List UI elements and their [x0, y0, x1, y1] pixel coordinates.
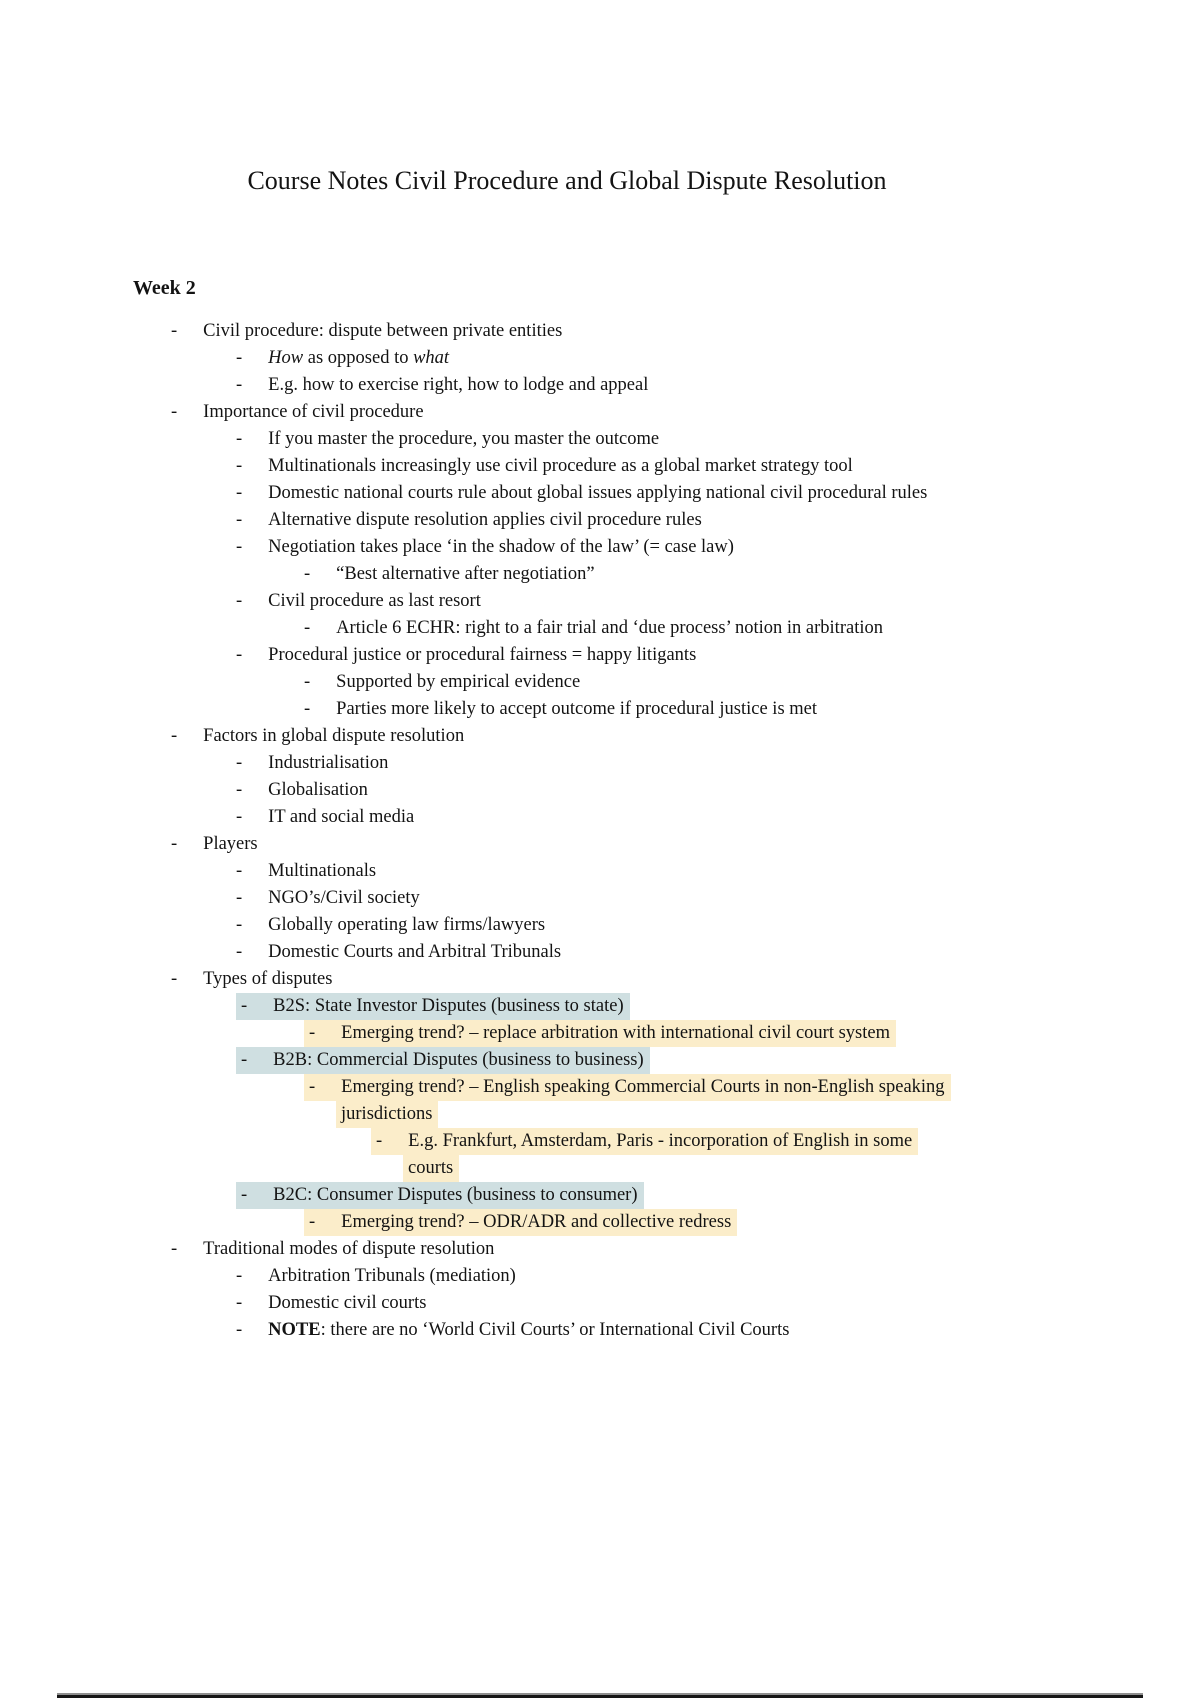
list-item — [0, 372, 1010, 399]
list-item-text: B2B: Commercial Disputes (business to business) — [273, 1050, 644, 1070]
list-item — [0, 534, 1010, 561]
list-item — [0, 480, 1010, 507]
list-item-text: IT and social media — [268, 807, 415, 827]
list-item — [0, 939, 1010, 966]
list-item-text: E.g. Frankfurt, Amsterdam, Paris - incorporation of English in some — [408, 1131, 913, 1151]
list-item — [0, 318, 1010, 345]
bullet-dash: - — [236, 456, 243, 476]
list-item-text: Players — [203, 834, 258, 854]
bullet-dash: - — [171, 969, 178, 989]
list-item — [0, 1128, 1010, 1155]
list-item-text: B2S: State Investor Disputes (business to state) — [273, 996, 624, 1016]
list-item-text: Types of disputes — [203, 969, 333, 989]
list-item-text: “Best alternative after negotiation” — [336, 564, 595, 584]
bullet-dash: - — [171, 834, 178, 854]
list-item-text: NOTE: there are no ‘World Civil Courts’ or International Civil Courts — [268, 1320, 790, 1340]
list-item-text: How as opposed to what — [268, 348, 450, 368]
bullet-dash: - — [309, 1212, 316, 1232]
list-item-text: Multinationals increasingly use civil procedure as a global market strategy tool — [268, 456, 853, 476]
page-separator-line — [57, 1693, 1143, 1698]
list-item-text: NGO’s/Civil society — [268, 888, 420, 908]
bullet-dash: - — [236, 807, 243, 827]
bullet-dash: - — [236, 537, 243, 557]
bullet-dash: - — [236, 483, 243, 503]
document-title: Course Notes Civil Procedure and Global Dispute Resolution — [247, 166, 887, 195]
bullet-dash: - — [236, 915, 243, 935]
list-item-text: Article 6 ECHR: right to a fair trial and ‘due process’ notion in arbitration — [336, 618, 883, 638]
list-item — [0, 804, 1010, 831]
list-item — [0, 966, 1010, 993]
bullet-dash: - — [304, 699, 311, 719]
bullet-dash: - — [236, 591, 243, 611]
bullet-dash: - — [236, 780, 243, 800]
bullet-dash: - — [241, 1185, 248, 1205]
list-item — [0, 588, 1010, 615]
list-item — [0, 1020, 1010, 1047]
list-item — [0, 858, 1010, 885]
list-item — [0, 399, 1010, 426]
list-item-text: Domestic national courts rule about global issues applying national civil procedural rules — [268, 483, 928, 503]
list-item — [0, 453, 1010, 480]
list-item-text: If you master the procedure, you master the outcome — [268, 429, 660, 449]
list-item — [0, 1182, 1010, 1209]
list-item — [0, 696, 1010, 723]
list-item-text: jurisdictions — [341, 1104, 433, 1124]
list-item — [0, 1074, 1010, 1101]
list-item — [0, 723, 1010, 750]
bullet-dash: - — [236, 1266, 243, 1286]
bullet-dash: - — [236, 888, 243, 908]
list-item — [0, 750, 1010, 777]
list-item-text: Globally operating law firms/lawyers — [268, 915, 546, 935]
bullet-dash: - — [236, 942, 243, 962]
list-item-text: E.g. how to exercise right, how to lodge and appeal — [268, 375, 649, 395]
list-item-text: Civil procedure: dispute between private entities — [203, 321, 563, 341]
bullet-dash: - — [236, 348, 243, 368]
list-item-text: Globalisation — [268, 780, 368, 800]
bullet-dash: - — [376, 1131, 383, 1151]
bullet-dash: - — [309, 1077, 316, 1097]
list-item-text: Emerging trend? – English speaking Commercial Courts in non-English speaking — [341, 1077, 945, 1097]
list-item-text: Arbitration Tribunals (mediation) — [268, 1266, 516, 1286]
list-item — [0, 345, 1010, 372]
bullet-dash: - — [241, 1050, 248, 1070]
list-item — [0, 993, 1010, 1020]
list-item — [0, 912, 1010, 939]
list-item-text: Industrialisation — [268, 753, 389, 773]
bullet-dash: - — [236, 645, 243, 665]
list-item-text: Negotiation takes place ‘in the shadow of the law’ (= case law) — [268, 537, 734, 557]
list-item-text: Supported by empirical evidence — [336, 672, 581, 692]
list-item-text: Civil procedure as last resort — [268, 591, 481, 611]
list-item — [0, 885, 1010, 912]
list-item — [0, 1047, 1010, 1074]
list-item — [0, 777, 1010, 804]
notes-list — [0, 318, 1010, 1344]
list-item — [0, 426, 1010, 453]
list-item — [0, 507, 1010, 534]
list-item — [0, 1209, 1010, 1236]
bullet-dash: - — [241, 996, 248, 1016]
list-item-text: Emerging trend? – replace arbitration with international civil court system — [341, 1023, 891, 1043]
list-item — [0, 561, 1010, 588]
list-item — [0, 642, 1010, 669]
list-item — [0, 1317, 1010, 1344]
bullet-dash: - — [304, 564, 311, 584]
list-item-text: Emerging trend? – ODR/ADR and collective redress — [341, 1212, 732, 1232]
bullet-dash: - — [236, 1320, 243, 1340]
bullet-dash: - — [171, 402, 178, 422]
week-heading: Week 2 — [133, 277, 196, 299]
bullet-dash: - — [236, 510, 243, 530]
bullet-dash: - — [236, 1293, 243, 1313]
bullet-dash: - — [236, 429, 243, 449]
bullet-dash: - — [236, 861, 243, 881]
list-item-text: Alternative dispute resolution applies civil procedure rules — [268, 510, 702, 530]
list-item-text: courts — [408, 1158, 454, 1178]
list-item — [0, 1236, 1010, 1263]
list-item-text: Procedural justice or procedural fairness = happy litigants — [268, 645, 697, 665]
bullet-dash: - — [236, 375, 243, 395]
list-item-text: Multinationals — [268, 861, 377, 881]
bullet-dash: - — [171, 321, 178, 341]
bullet-dash: - — [236, 753, 243, 773]
list-item — [0, 615, 1010, 642]
bullet-dash: - — [304, 618, 311, 638]
list-item — [0, 1155, 1010, 1182]
list-item — [0, 669, 1010, 696]
list-item-text: B2C: Consumer Disputes (business to consumer) — [273, 1185, 638, 1205]
bullet-dash: - — [309, 1023, 316, 1043]
list-item-text: Parties more likely to accept outcome if procedural justice is met — [336, 699, 818, 719]
list-item-text: Domestic civil courts — [268, 1293, 427, 1313]
list-item-text: Domestic Courts and Arbitral Tribunals — [268, 942, 562, 962]
bullet-dash: - — [171, 1239, 178, 1259]
bullet-dash: - — [171, 726, 178, 746]
list-item-text: Factors in global dispute resolution — [203, 726, 465, 746]
list-item — [0, 831, 1010, 858]
list-item — [0, 1263, 1010, 1290]
list-item — [0, 1290, 1010, 1317]
list-item-text: Importance of civil procedure — [203, 402, 424, 422]
list-item — [0, 1101, 1010, 1128]
bullet-dash: - — [304, 672, 311, 692]
list-item-text: Traditional modes of dispute resolution — [203, 1239, 495, 1259]
